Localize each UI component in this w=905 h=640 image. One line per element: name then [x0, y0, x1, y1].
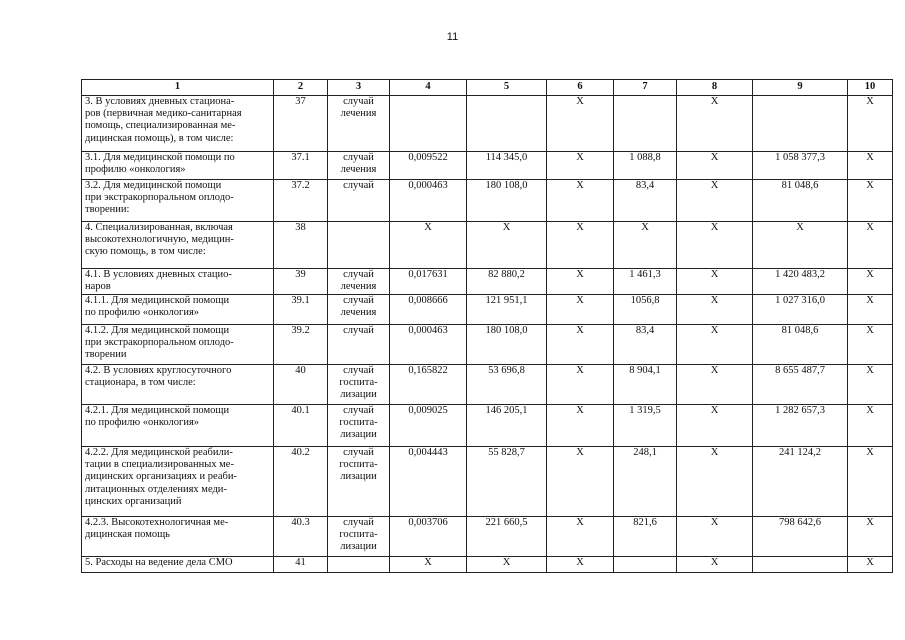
table-cell-c6: X: [547, 222, 614, 269]
table-cell-c10: X: [848, 517, 893, 557]
table-cell-name: 3. В условиях дневных стациона- ров (первичная медико-санитарная помощь, специализированная ме- дицинская помощь), в том числе:: [82, 96, 274, 152]
table-cell-c9: 798 642,6: [753, 517, 848, 557]
table-cell-c4: 0,000463: [390, 180, 467, 222]
table-row: [82, 365, 893, 405]
table-cell-name: 4.1.2. Для медицинской помощи при экстракорпоральном оплодо- творении: [82, 325, 274, 365]
table-cell-code: 37.1: [274, 152, 328, 180]
table-cell-c9: 1 282 657,3: [753, 405, 848, 447]
table-cell-unit: случай госпита- лизации: [328, 517, 390, 557]
table-cell-c5: X: [467, 222, 547, 269]
table-cell-c8: X: [677, 269, 753, 295]
table-cell-c5: 114 345,0: [467, 152, 547, 180]
table-cell-c5: 146 205,1: [467, 405, 547, 447]
table-row: [82, 447, 893, 517]
column-header: 10: [848, 80, 893, 96]
table-cell-c10: X: [848, 365, 893, 405]
table-cell-c8: X: [677, 180, 753, 222]
table-cell-unit: случай лечения: [328, 295, 390, 325]
table-cell-c7: 248,1: [614, 447, 677, 517]
table-cell-c7: 1 088,8: [614, 152, 677, 180]
table-cell-c10: X: [848, 180, 893, 222]
table-cell-c6: X: [547, 96, 614, 152]
table-cell-c4: X: [390, 222, 467, 269]
table-cell-c4: 0,009025: [390, 405, 467, 447]
table-cell-c9: [753, 557, 848, 573]
table-cell-c6: X: [547, 269, 614, 295]
table-cell-name: 3.2. Для медицинской помощи при экстракорпоральном оплодо- творении:: [82, 180, 274, 222]
table-cell-c5: 53 696,8: [467, 365, 547, 405]
table-cell-c8: X: [677, 557, 753, 573]
table-cell-code: 38: [274, 222, 328, 269]
table-cell-c5: 55 828,7: [467, 447, 547, 517]
table-cell-unit: случай госпита- лизации: [328, 447, 390, 517]
table-cell-name: 3.1. Для медицинской помощи по профилю «онкология»: [82, 152, 274, 180]
table-cell-c9: X: [753, 222, 848, 269]
table-row: [82, 325, 893, 365]
table-cell-unit: случай госпита- лизации: [328, 365, 390, 405]
column-header: 8: [677, 80, 753, 96]
table-cell-c7: 1 461,3: [614, 269, 677, 295]
table-cell-c8: X: [677, 295, 753, 325]
table-row: [82, 517, 893, 557]
table-cell-c9: 81 048,6: [753, 180, 848, 222]
table-cell-c7: [614, 96, 677, 152]
table-cell-code: 40.2: [274, 447, 328, 517]
table-cell-c10: X: [848, 295, 893, 325]
column-header: 1: [82, 80, 274, 96]
table-cell-name: 4.2.2. Для медицинской реабили- тации в специализированных ме- дицинских организациях и реаби- литационных отделениях меди- цинских организаций: [82, 447, 274, 517]
header-row: [82, 80, 893, 96]
table-cell-c4: 0,004443: [390, 447, 467, 517]
table-cell-code: 39.1: [274, 295, 328, 325]
table-cell-c9: [753, 96, 848, 152]
table-cell-c10: X: [848, 152, 893, 180]
column-header: 2: [274, 80, 328, 96]
table-cell-c5: 180 108,0: [467, 325, 547, 365]
table-cell-unit: [328, 222, 390, 269]
data-table: [81, 79, 893, 573]
table-cell-name: 5. Расходы на ведение дела СМО: [82, 557, 274, 573]
table-cell-c4: 0,008666: [390, 295, 467, 325]
table-cell-c5: X: [467, 557, 547, 573]
table-cell-c4: 0,009522: [390, 152, 467, 180]
table-cell-c5: 121 951,1: [467, 295, 547, 325]
table-cell-c9: 81 048,6: [753, 325, 848, 365]
table-cell-name: 4.2. В условиях круглосуточного стационара, в том числе:: [82, 365, 274, 405]
table-cell-c4: 0,000463: [390, 325, 467, 365]
page-number: 11: [446, 31, 459, 43]
table-cell-c8: X: [677, 405, 753, 447]
table-cell-c7: 8 904,1: [614, 365, 677, 405]
table-cell-c9: 241 124,2: [753, 447, 848, 517]
table-body: [82, 96, 893, 573]
column-header: 6: [547, 80, 614, 96]
column-header: 5: [467, 80, 547, 96]
table-cell-c7: 821,6: [614, 517, 677, 557]
table-cell-c7: 1 319,5: [614, 405, 677, 447]
table-cell-c4: 0,165822: [390, 365, 467, 405]
table-cell-c10: X: [848, 325, 893, 365]
table-cell-c8: X: [677, 152, 753, 180]
table-cell-c7: 1056,8: [614, 295, 677, 325]
table-cell-code: 39: [274, 269, 328, 295]
table-cell-c6: X: [547, 447, 614, 517]
column-header: 7: [614, 80, 677, 96]
table-row: [82, 295, 893, 325]
table-cell-c7: [614, 557, 677, 573]
table-row: [82, 269, 893, 295]
table-cell-c9: 8 655 487,7: [753, 365, 848, 405]
table-cell-code: 40.3: [274, 517, 328, 557]
table-cell-c6: X: [547, 325, 614, 365]
column-header: 3: [328, 80, 390, 96]
table-cell-code: 40.1: [274, 405, 328, 447]
column-header: 9: [753, 80, 848, 96]
table-cell-c10: X: [848, 222, 893, 269]
table-cell-c10: X: [848, 405, 893, 447]
table-cell-c5: 82 880,2: [467, 269, 547, 295]
table-cell-c4: 0,003706: [390, 517, 467, 557]
table-cell-c5: 180 108,0: [467, 180, 547, 222]
table-cell-code: 37.2: [274, 180, 328, 222]
table-row: [82, 405, 893, 447]
table-cell-unit: случай госпита- лизации: [328, 405, 390, 447]
table-cell-name: 4. Специализированная, включая высокотехнологичную, медицин- скую помощь, в том числе:: [82, 222, 274, 269]
table-cell-unit: случай лечения: [328, 269, 390, 295]
table-cell-c6: X: [547, 152, 614, 180]
table-cell-c5: 221 660,5: [467, 517, 547, 557]
table-cell-c9: 1 027 316,0: [753, 295, 848, 325]
table-cell-code: 37: [274, 96, 328, 152]
table-cell-c9: 1 058 377,3: [753, 152, 848, 180]
table-cell-code: 40: [274, 365, 328, 405]
table-cell-c8: X: [677, 365, 753, 405]
table-cell-unit: случай лечения: [328, 152, 390, 180]
table-cell-c10: X: [848, 557, 893, 573]
table-cell-c6: X: [547, 405, 614, 447]
table-cell-code: 39.2: [274, 325, 328, 365]
table-cell-unit: [328, 557, 390, 573]
table-cell-c8: X: [677, 325, 753, 365]
table-cell-unit: случай: [328, 180, 390, 222]
table-cell-c7: 83,4: [614, 325, 677, 365]
table-cell-c6: X: [547, 365, 614, 405]
table-cell-c10: X: [848, 269, 893, 295]
table-cell-c8: X: [677, 222, 753, 269]
table-cell-c8: X: [677, 96, 753, 152]
table-row: [82, 222, 893, 269]
table-cell-c6: X: [547, 557, 614, 573]
column-header: 4: [390, 80, 467, 96]
table-cell-c5: [467, 96, 547, 152]
table-cell-name: 4.2.1. Для медицинской помощи по профилю «онкология»: [82, 405, 274, 447]
table-cell-c10: X: [848, 447, 893, 517]
table-cell-c10: X: [848, 96, 893, 152]
table-cell-name: 4.1.1. Для медицинской помощи по профилю «онкология»: [82, 295, 274, 325]
table-cell-c7: X: [614, 222, 677, 269]
table-row: [82, 96, 893, 152]
table-cell-unit: случай: [328, 325, 390, 365]
table-row: [82, 557, 893, 573]
table-cell-c4: 0,017631: [390, 269, 467, 295]
table-cell-c6: X: [547, 180, 614, 222]
table-cell-c8: X: [677, 517, 753, 557]
table-cell-name: 4.2.3. Высокотехнологичная ме- дицинская помощь: [82, 517, 274, 557]
table-cell-c4: [390, 96, 467, 152]
table-cell-c4: X: [390, 557, 467, 573]
table-cell-c6: X: [547, 295, 614, 325]
table-cell-c9: 1 420 483,2: [753, 269, 848, 295]
table-cell-c6: X: [547, 517, 614, 557]
table-row: [82, 180, 893, 222]
table-cell-code: 41: [274, 557, 328, 573]
table-row: [82, 152, 893, 180]
table-cell-c7: 83,4: [614, 180, 677, 222]
table-cell-name: 4.1. В условиях дневных стацио- наров: [82, 269, 274, 295]
table-cell-c8: X: [677, 447, 753, 517]
table-cell-unit: случай лечения: [328, 96, 390, 152]
